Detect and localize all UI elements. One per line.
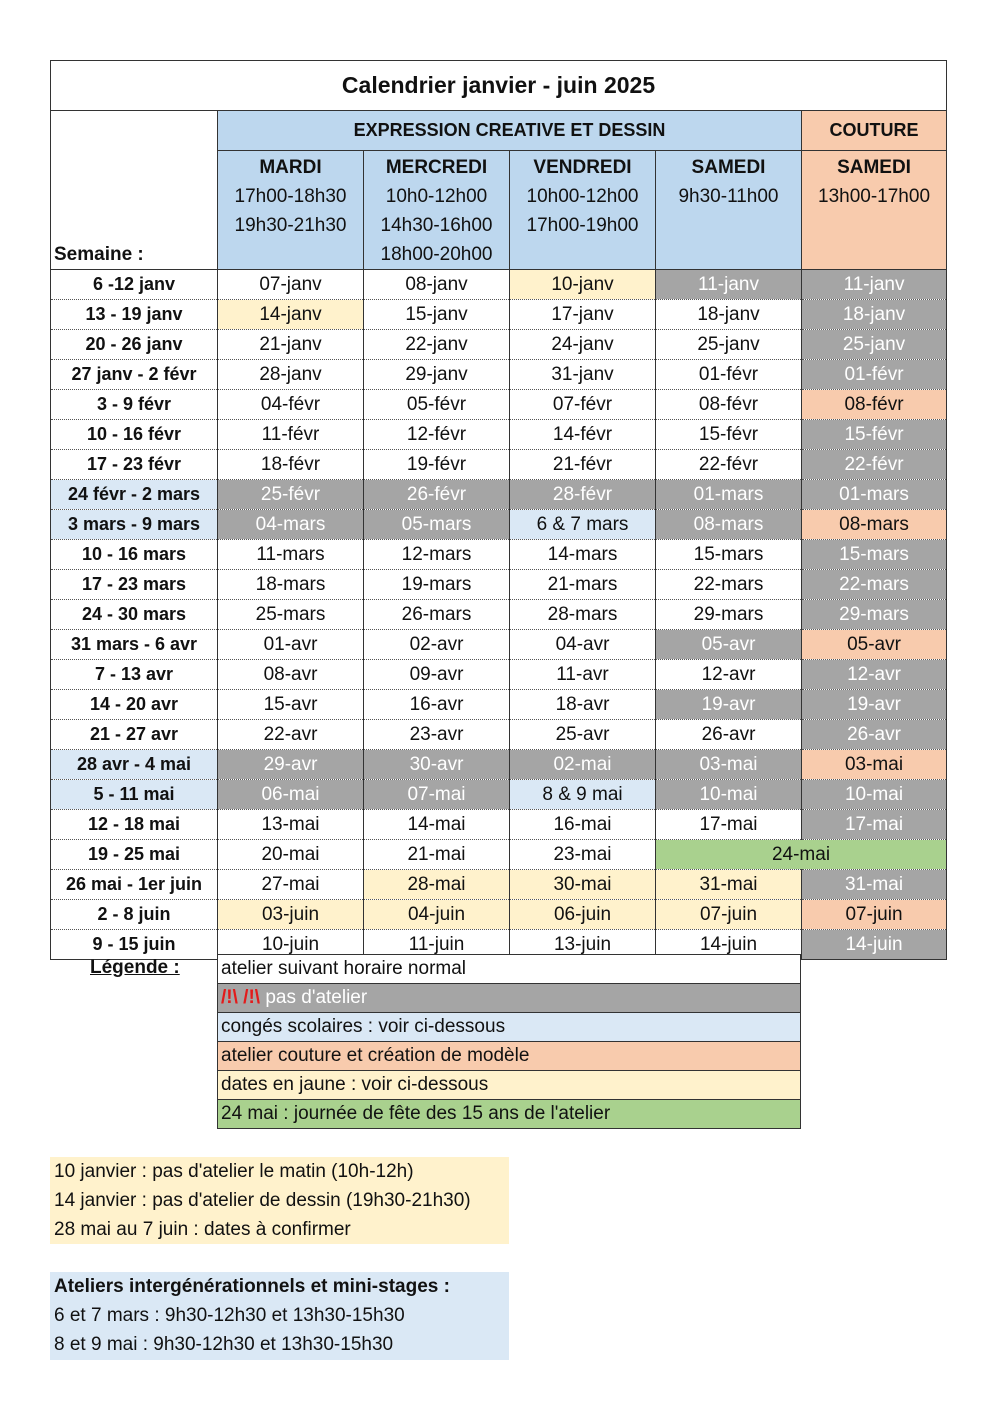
- date-cell: 29-avr: [218, 750, 364, 780]
- week-label: 31 mars - 6 avr: [51, 630, 218, 660]
- week-row: [51, 780, 947, 810]
- note-line: 6 et 7 mars : 9h30-12h30 et 13h30-15h30: [54, 1305, 405, 1326]
- week-label: 12 - 18 mai: [51, 810, 218, 840]
- date-cell: 15-mars: [802, 540, 947, 570]
- week-row: [51, 870, 947, 900]
- week-row: [51, 330, 947, 360]
- date-cell: 19-mars: [364, 570, 510, 600]
- week-label: 10 - 16 févr: [51, 420, 218, 450]
- time-slot: 10h00-12h00: [526, 186, 639, 207]
- date-cell: 15-mars: [656, 540, 802, 570]
- date-cell: 19-avr: [802, 690, 947, 720]
- date-cell: 01-avr: [218, 630, 364, 660]
- date-cell: 12-avr: [802, 660, 947, 690]
- week-row: [51, 750, 947, 780]
- date-cell: 03-mai: [656, 750, 802, 780]
- date-cell: 22-févr: [802, 450, 947, 480]
- week-label: 27 janv - 2 févr: [51, 360, 218, 390]
- day-name: SAMEDI: [837, 157, 911, 178]
- legend-text: atelier couture et création de modèle: [221, 1045, 530, 1066]
- date-cell: 15-févr: [802, 420, 947, 450]
- legend-row: [218, 1100, 801, 1129]
- week-row: [51, 840, 947, 870]
- week-row: [51, 510, 947, 540]
- week-row: [51, 900, 947, 930]
- group-couture-header: COUTURE: [802, 111, 947, 151]
- date-cell: 12-avr: [656, 660, 802, 690]
- date-cell: 14-mars: [510, 540, 656, 570]
- date-cell: 31-mai: [802, 870, 947, 900]
- week-row: [51, 720, 947, 750]
- legend-label: Légende :: [90, 957, 180, 978]
- date-cell: 04-mars: [218, 510, 364, 540]
- week-row: [51, 690, 947, 720]
- time-slot: 9h30-11h00: [678, 186, 779, 207]
- date-cell: 21-janv: [218, 330, 364, 360]
- date-cell: 08-mars: [656, 510, 802, 540]
- week-label: 28 avr - 4 mai: [51, 750, 218, 780]
- note-line: 14 janvier : pas d'atelier de dessin (19h30-21h30): [54, 1190, 471, 1211]
- date-cell: 15-avr: [218, 690, 364, 720]
- date-cell: 06-mai: [218, 780, 364, 810]
- legend-row: [218, 1042, 801, 1071]
- week-row: [51, 390, 947, 420]
- date-cell: 11-janv: [656, 270, 802, 300]
- time-slot: 10h0-12h00: [385, 186, 488, 207]
- week-label: 20 - 26 janv: [51, 330, 218, 360]
- week-row: [51, 480, 947, 510]
- date-cell: 10-juin: [218, 930, 364, 960]
- date-cell: 02-mai: [510, 750, 656, 780]
- date-cell: 10-mai: [656, 780, 802, 810]
- week-label: 6 -12 janv: [51, 270, 218, 300]
- week-label: 17 - 23 févr: [51, 450, 218, 480]
- week-label: 17 - 23 mars: [51, 570, 218, 600]
- week-row: [51, 450, 947, 480]
- date-cell: 20-mai: [218, 840, 364, 870]
- date-cell: 10-janv: [510, 270, 656, 300]
- week-row: [51, 570, 947, 600]
- time-slot: 17h00-19h00: [526, 215, 639, 236]
- date-cell: 26-févr: [364, 480, 510, 510]
- date-cell: 18-mars: [218, 570, 364, 600]
- date-cell: 07-févr: [510, 390, 656, 420]
- day-name: MARDI: [259, 157, 322, 178]
- date-cell: 05-mars: [364, 510, 510, 540]
- date-cell: 01-févr: [656, 360, 802, 390]
- date-cell: 21-mars: [510, 570, 656, 600]
- legend-row: [218, 984, 801, 1013]
- date-cell: 17-mai: [656, 810, 802, 840]
- date-cell: 08-mars: [802, 510, 947, 540]
- date-cell: 29-janv: [364, 360, 510, 390]
- date-cell: 16-mai: [510, 810, 656, 840]
- week-row: [51, 420, 947, 450]
- date-cell: 18-janv: [656, 300, 802, 330]
- week-label: 14 - 20 avr: [51, 690, 218, 720]
- date-cell: 28-mars: [510, 600, 656, 630]
- time-slot: 13h00-17h00: [818, 186, 931, 207]
- week-label: 24 févr - 2 mars: [51, 480, 218, 510]
- column-header: [218, 151, 364, 270]
- date-cell: 27-mai: [218, 870, 364, 900]
- date-cell: 15-févr: [656, 420, 802, 450]
- date-cell: 12-févr: [364, 420, 510, 450]
- date-cell: 11-janv: [802, 270, 947, 300]
- date-cell: 17-janv: [510, 300, 656, 330]
- week-label: 9 - 15 juin: [51, 930, 218, 960]
- date-cell: 23-avr: [364, 720, 510, 750]
- date-cell: 22-mars: [802, 570, 947, 600]
- date-cell: 19-févr: [364, 450, 510, 480]
- date-cell: 14-mai: [364, 810, 510, 840]
- date-cell: 23-mai: [510, 840, 656, 870]
- week-header: Semaine :: [51, 111, 218, 270]
- date-cell: 09-avr: [364, 660, 510, 690]
- date-cell: 07-juin: [802, 900, 947, 930]
- date-cell: 19-avr: [656, 690, 802, 720]
- week-row: [51, 630, 947, 660]
- date-cell: 11-juin: [364, 930, 510, 960]
- week-row: [51, 360, 947, 390]
- column-header: [364, 151, 510, 270]
- day-name: VENDREDI: [533, 157, 632, 178]
- week-row: [51, 600, 947, 630]
- date-cell: 07-janv: [218, 270, 364, 300]
- legend-item: [218, 1013, 801, 1042]
- date-cell: 05-avr: [802, 630, 947, 660]
- legend-text: pas d'atelier: [265, 987, 368, 1008]
- date-cell: 30-avr: [364, 750, 510, 780]
- date-cell: 29-mars: [802, 600, 947, 630]
- week-row: [51, 300, 947, 330]
- date-cell: 14-juin: [656, 930, 802, 960]
- date-cell: 24-mai: [656, 840, 947, 870]
- date-cell: 17-mai: [802, 810, 947, 840]
- date-cell: 22-avr: [218, 720, 364, 750]
- date-cell: 25-févr: [218, 480, 364, 510]
- date-cell: 04-févr: [218, 390, 364, 420]
- date-cell: 31-mai: [656, 870, 802, 900]
- note-line: 8 et 9 mai : 9h30-12h30 et 13h30-15h30: [54, 1334, 394, 1355]
- date-cell: 06-juin: [510, 900, 656, 930]
- legend-item: [218, 1042, 801, 1071]
- week-row: [51, 810, 947, 840]
- legend-text: dates en jaune : voir ci-dessous: [221, 1074, 489, 1095]
- date-cell: 25-mars: [218, 600, 364, 630]
- week-row: [51, 270, 947, 300]
- date-cell: 21-févr: [510, 450, 656, 480]
- date-cell: 22-janv: [364, 330, 510, 360]
- date-cell: 04-avr: [510, 630, 656, 660]
- week-label: 2 - 8 juin: [51, 900, 218, 930]
- date-cell: 30-mai: [510, 870, 656, 900]
- date-cell: 18-avr: [510, 690, 656, 720]
- date-cell: 22-févr: [656, 450, 802, 480]
- date-cell: 28-mai: [364, 870, 510, 900]
- time-slot: 19h30-21h30: [234, 215, 347, 236]
- date-cell: 25-janv: [656, 330, 802, 360]
- calendar-table: [50, 60, 947, 960]
- date-cell: 08-avr: [218, 660, 364, 690]
- date-cell: 01-mars: [656, 480, 802, 510]
- date-cell: 29-mars: [656, 600, 802, 630]
- day-name: SAMEDI: [691, 157, 766, 178]
- group-expression-header: EXPRESSION CREATIVE ET DESSIN: [218, 111, 802, 151]
- week-row: [51, 660, 947, 690]
- week-label: 5 - 11 mai: [51, 780, 218, 810]
- date-cell: 14-juin: [802, 930, 947, 960]
- week-label: 3 - 9 févr: [51, 390, 218, 420]
- date-cell: 15-janv: [364, 300, 510, 330]
- week-label: 10 - 16 mars: [51, 540, 218, 570]
- day-name: MERCREDI: [385, 157, 488, 178]
- date-cell: 18-févr: [218, 450, 364, 480]
- legend-text: congés scolaires : voir ci-dessous: [221, 1016, 506, 1037]
- date-cell: 01-févr: [802, 360, 947, 390]
- week-row: [51, 540, 947, 570]
- week-label: 19 - 25 mai: [51, 840, 218, 870]
- page-title: Calendrier janvier - juin 2025: [51, 61, 947, 111]
- date-cell: 14-janv: [218, 300, 364, 330]
- date-cell: 16-avr: [364, 690, 510, 720]
- date-cell: 24-janv: [510, 330, 656, 360]
- week-label: 13 - 19 janv: [51, 300, 218, 330]
- date-cell: 28-janv: [218, 360, 364, 390]
- date-cell: 05-avr: [656, 630, 802, 660]
- date-cell: 01-mars: [802, 480, 947, 510]
- legend-row: [218, 1013, 801, 1042]
- legend-table: [217, 954, 801, 1129]
- legend-row: [218, 955, 801, 984]
- week-label: 7 - 13 avr: [51, 660, 218, 690]
- date-cell: 6 & 7 mars: [510, 510, 656, 540]
- week-label: 24 - 30 mars: [51, 600, 218, 630]
- date-cell: 22-mars: [656, 570, 802, 600]
- date-cell: 10-mai: [802, 780, 947, 810]
- warning-icon: /!\ /!\: [221, 987, 261, 1008]
- date-cell: 26-avr: [656, 720, 802, 750]
- week-label: 3 mars - 9 mars: [51, 510, 218, 540]
- date-cell: 13-juin: [510, 930, 656, 960]
- date-cell: 25-avr: [510, 720, 656, 750]
- legend-text: 24 mai : journée de fête des 15 ans de l'atelier: [221, 1103, 611, 1124]
- time-slot: 18h00-20h00: [380, 244, 493, 265]
- date-cell: 03-juin: [218, 900, 364, 930]
- date-cell: 04-juin: [364, 900, 510, 930]
- legend-row: [218, 1071, 801, 1100]
- notes-heading: Ateliers intergénérationnels et mini-stages :: [54, 1276, 450, 1297]
- note-line: 10 janvier : pas d'atelier le matin (10h-12h): [54, 1161, 414, 1182]
- column-header: [510, 151, 656, 270]
- date-cell: 12-mars: [364, 540, 510, 570]
- date-cell: 11-févr: [218, 420, 364, 450]
- week-label: 26 mai - 1er juin: [51, 870, 218, 900]
- note-line: 28 mai au 7 juin : dates à confirmer: [54, 1219, 351, 1240]
- intergenerational-notes: [50, 1272, 509, 1360]
- legend-item: [218, 984, 801, 1013]
- date-cell: 07-juin: [656, 900, 802, 930]
- date-cell: 13-mai: [218, 810, 364, 840]
- date-cell: 11-mars: [218, 540, 364, 570]
- column-header: [656, 151, 802, 270]
- legend-text: atelier suivant horaire normal: [221, 958, 467, 979]
- date-cell: 31-janv: [510, 360, 656, 390]
- legend-item: [218, 1100, 801, 1129]
- date-cell: 11-avr: [510, 660, 656, 690]
- legend-item: [218, 955, 801, 984]
- date-cell: 14-févr: [510, 420, 656, 450]
- legend-item: [218, 1071, 801, 1100]
- yellow-notes: [50, 1157, 509, 1244]
- date-cell: 07-mai: [364, 780, 510, 810]
- column-header: [802, 151, 947, 270]
- date-cell: 05-févr: [364, 390, 510, 420]
- date-cell: 08-févr: [656, 390, 802, 420]
- time-slot: 17h00-18h30: [234, 186, 347, 207]
- date-cell: 26-avr: [802, 720, 947, 750]
- time-slot: 14h30-16h00: [380, 215, 493, 236]
- date-cell: 18-janv: [802, 300, 947, 330]
- date-cell: 26-mars: [364, 600, 510, 630]
- date-cell: 03-mai: [802, 750, 947, 780]
- date-cell: 25-janv: [802, 330, 947, 360]
- date-cell: 08-févr: [802, 390, 947, 420]
- date-cell: 02-avr: [364, 630, 510, 660]
- date-cell: 8 & 9 mai: [510, 780, 656, 810]
- week-label: 21 - 27 avr: [51, 720, 218, 750]
- date-cell: 08-janv: [364, 270, 510, 300]
- date-cell: 28-févr: [510, 480, 656, 510]
- date-cell: 21-mai: [364, 840, 510, 870]
